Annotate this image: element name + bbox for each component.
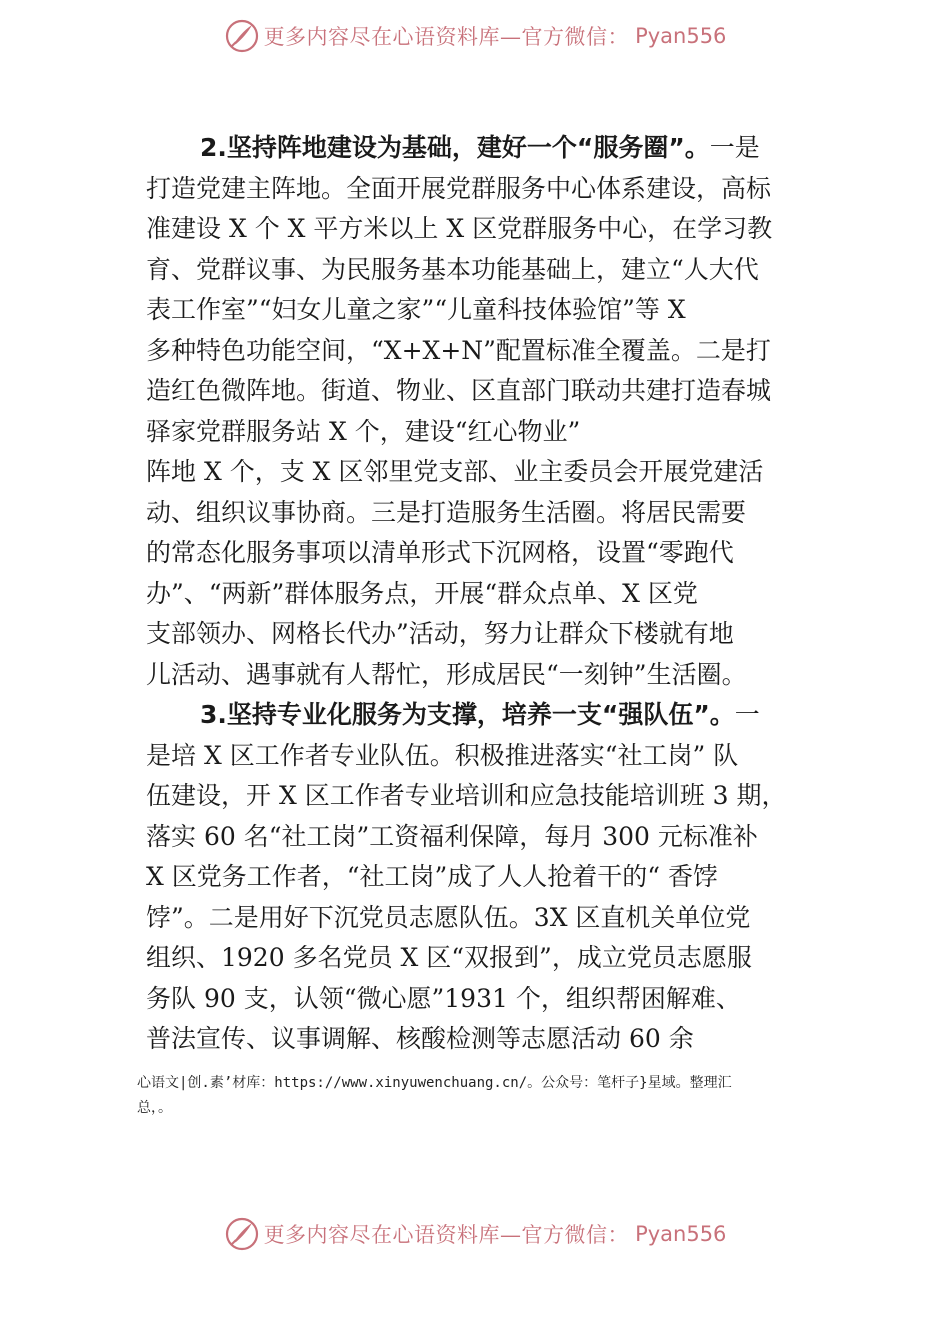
body-text-line: 驿家党群服务站 X 个，建设“红心物业”	[146, 416, 581, 446]
body-text-line: 务队 90 支，认领“微心愿”1931 个，组织帮困解难、	[146, 983, 741, 1013]
body-text-line: 动、组织议事协商。三是打造服务生活圈。将居民需要	[146, 497, 747, 527]
body-text-line: X 区党务工作者，“社工岗”成了人人抢着干的“ 香饽	[146, 862, 719, 891]
section-2-first-line	[146, 128, 822, 169]
body-text-line: 组织、1920 多名党员 X 区“双报到”，成立党员志愿服	[146, 943, 752, 972]
body-text-line: 的常态化服务事项以清单形式下沉网格，设置“零跑代	[146, 538, 734, 567]
header-banner	[0, 14, 950, 58]
body-text-line: 支部领办、网格长代办”活动，努力让群众下楼就有地	[146, 619, 734, 648]
banner-text: 更多内容尽在心语资料库—官方微信：	[263, 25, 630, 49]
banner-text: 更多内容尽在心语资料库—官方微信：	[263, 1223, 630, 1247]
body-text-line: 造红色微阵地。街道、物业、区直部门联动共建打造春城	[146, 376, 772, 405]
section-3-first-line	[146, 695, 822, 736]
body-text-line: 表工作室”“妇女儿童之家”“儿童科技体验馆”等 X	[146, 295, 686, 324]
section-3-heading: 3.坚持专业化服务为支撑，培养一支“强队伍”。	[200, 700, 735, 729]
body-text-line: 育、党群议事、为民服务基本功能基础上，建立“人大代	[146, 254, 759, 284]
body-text-line: 落实 60 名“社工岗”工资福利保障，每月 300 元标准补	[146, 821, 758, 851]
body-text-line: 打造党建主阵地。全面开展党群服务中心体系建设，高标	[146, 173, 772, 203]
body-text-line: 饽”。二是用好下沉党员志愿队伍。3X 区直机关单位党	[146, 902, 751, 932]
document-body	[146, 128, 822, 1060]
source-note	[137, 1071, 827, 1121]
feather-pen-seal-icon	[224, 1216, 260, 1252]
body-text-line: 一	[734, 700, 760, 729]
source-note-line: 心语文|创.素’材库：https://www.xinyuwenchuang.cn/。公众号：笔杆子}星域。整理汇	[137, 1075, 732, 1091]
body-text-line: 阵地 X 个，支 X 区邻里党支部、业主委员会开展党建活	[146, 457, 764, 486]
body-text-line: 儿活动、遇事就有人帮忙，形成居民“一刻钟”生活圈。	[146, 659, 747, 689]
feather-pen-seal-icon	[224, 18, 260, 54]
banner-wechat-id: Pyan556	[635, 24, 727, 48]
body-text-line: 办”、“两新”群体服务点，开展“群众点单、X 区党	[146, 578, 698, 608]
body-text-line: 准建设 X 个 X 平方米以上 X 区党群服务中心，在学习教	[146, 214, 773, 243]
body-text-line: 伍建设，开 X 区工作者专业培训和应急技能培训班 3 期，	[146, 781, 787, 810]
body-text-line: 一是	[709, 133, 760, 162]
body-text-line: 多种特色功能空间，“X+X+N”配置标准全覆盖。二是打	[146, 335, 771, 365]
footer-banner	[0, 1212, 950, 1256]
section-2-heading: 2.坚持阵地建设为基础，建好一个“服务圈”。	[200, 133, 710, 162]
banner-wechat-id: Pyan556	[635, 1222, 727, 1246]
body-text-line: 是培 X 区工作者专业队伍。积极推进落实“社工岗” 队	[146, 740, 739, 770]
body-text-line: 普法宣传、议事调解、核酸检测等志愿活动 60 余	[146, 1024, 694, 1053]
source-note-line: 总，。	[137, 1100, 172, 1116]
